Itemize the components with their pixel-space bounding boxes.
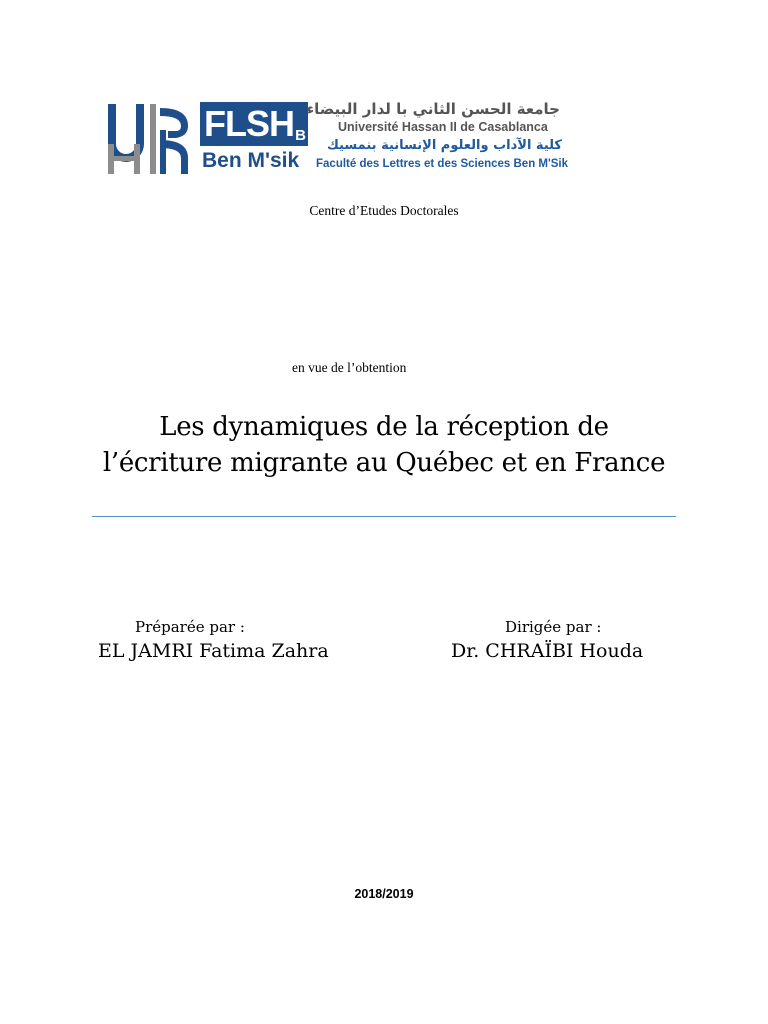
flsh-logo-text: FLSH xyxy=(204,103,294,144)
thesis-title-line-1: Les dynamiques de la réception de xyxy=(159,412,609,442)
university-name-french: Université Hassan II de Casablanca xyxy=(338,120,548,134)
directed-by-label: Dirigée par : xyxy=(505,618,602,636)
academic-year: 2018/2019 xyxy=(354,887,414,901)
faculty-name-french: Faculté des Lettres et des Sciences Ben M'Sik xyxy=(316,158,569,170)
uh2-university-logo-icon xyxy=(104,100,196,178)
university-name-arabic: جامعة الحسن الثاني با لدار البيضاء xyxy=(306,100,560,118)
obtention-label: en vue de l’obtention xyxy=(292,360,407,375)
author-name: EL JAMRI Fatima Zahra xyxy=(98,640,329,662)
flsh-logo xyxy=(200,102,308,176)
prepared-by-label: Préparée par : xyxy=(135,618,245,636)
title-divider xyxy=(92,516,676,517)
thesis-title xyxy=(0,409,768,481)
flsh-logo-subtitle: Ben M'sik xyxy=(202,149,300,172)
doctoral-centre-label: Centre d’Etudes Doctorales xyxy=(309,203,459,218)
flsh-logo-box xyxy=(200,102,308,146)
faculty-name-arabic: كلية الآداب والعلوم الإنسانية بنمسيك xyxy=(327,138,562,153)
thesis-title-line-2: l’écriture migrante au Québec et en France xyxy=(102,448,666,478)
flsh-logo-suffix: B xyxy=(295,127,306,144)
supervisor-name: Dr. CHRAÏBI Houda xyxy=(451,640,644,662)
